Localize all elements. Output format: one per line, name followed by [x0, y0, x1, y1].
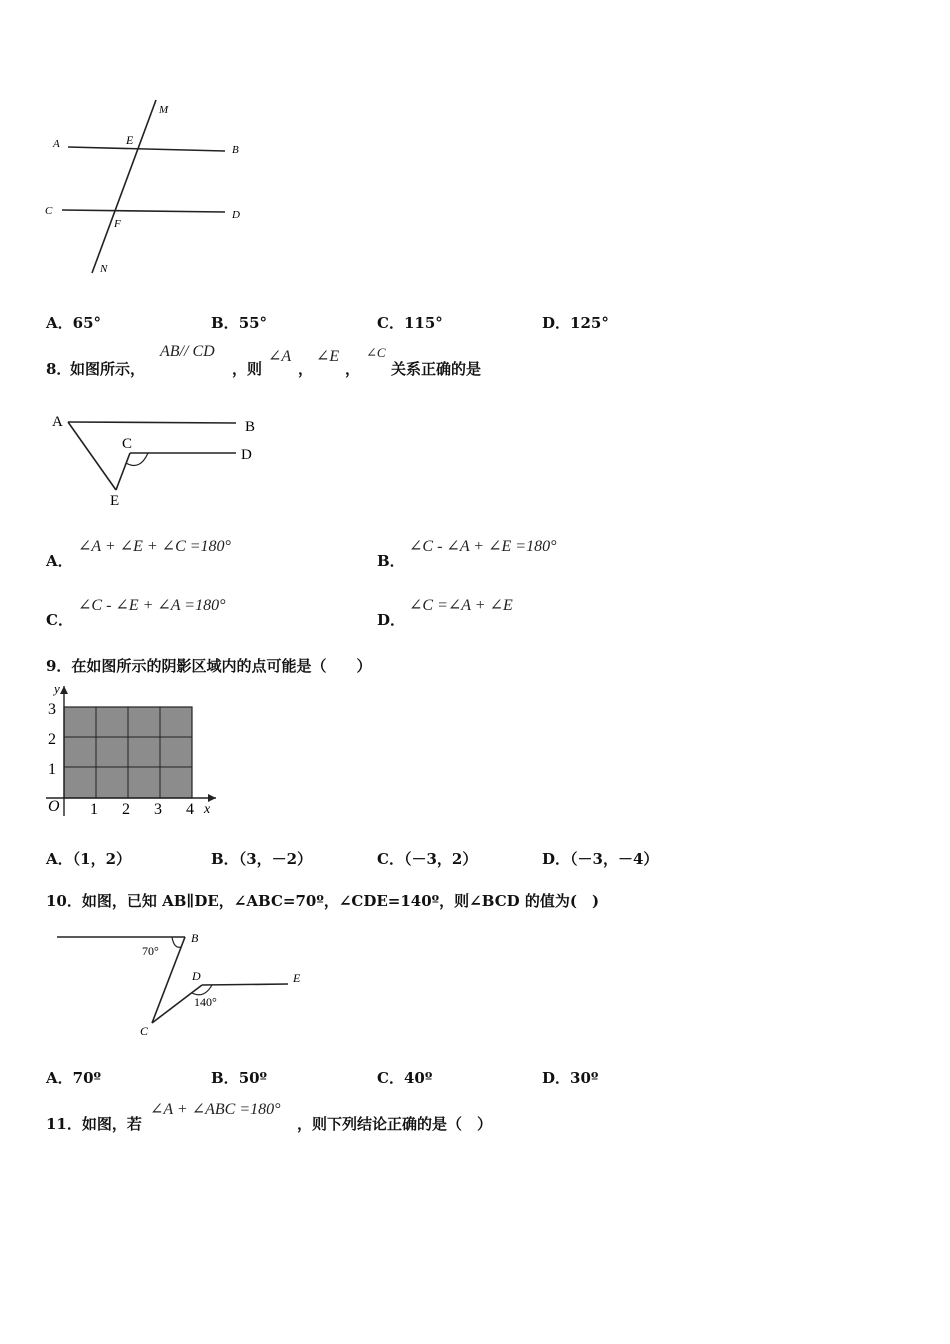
line-ae — [68, 422, 116, 490]
q8-sep2: ， — [345, 360, 361, 378]
q8-angle-c: ∠C — [366, 345, 386, 360]
option-label: D． — [542, 1069, 571, 1087]
y-axis-arrow — [60, 686, 68, 694]
option-label: C． — [377, 850, 404, 868]
label-e: E — [126, 133, 134, 147]
q10-option-a[interactable] — [46, 1067, 101, 1088]
option-text: （3，－2） — [238, 850, 313, 868]
y-axis-label: y — [54, 682, 60, 696]
q8-sep1: ， — [298, 360, 314, 378]
option-label: B． — [211, 850, 239, 868]
q7-figure — [40, 95, 250, 280]
option-label: B． — [211, 314, 239, 332]
label-b: B — [245, 419, 256, 435]
q8-angle-e: ∠E — [316, 348, 340, 365]
y-tick-2: 2 — [48, 731, 56, 748]
q10-option-b[interactable] — [211, 1067, 267, 1088]
q8-mid: ，则 — [232, 360, 263, 378]
option-label: C． — [377, 314, 404, 332]
q9-figure — [44, 682, 224, 822]
x-tick-2: 2 — [122, 801, 130, 818]
option-text: 115° — [403, 314, 443, 332]
q8-figure — [48, 405, 268, 510]
q7-option-d[interactable] — [542, 312, 609, 333]
option-label: A． — [46, 850, 73, 868]
angle-70-label: 70° — [142, 944, 159, 958]
q8-option-b-math: ∠C - ∠A + ∠E =180° — [409, 538, 557, 555]
x-tick-1: 1 — [90, 801, 98, 818]
q8-option-b-label[interactable]: B． — [377, 552, 405, 570]
x-axis-label: x — [204, 802, 211, 817]
option-text: 50º — [238, 1069, 268, 1087]
y-tick-1: 1 — [48, 761, 56, 778]
option-text: 65° — [72, 314, 102, 332]
line-cd — [62, 210, 225, 212]
q8-option-d-label[interactable]: D． — [377, 611, 406, 629]
q9-option-c[interactable] — [377, 848, 477, 869]
q10-option-d[interactable] — [542, 1067, 598, 1088]
label-n: N — [100, 263, 108, 275]
q8-number: 8． — [46, 360, 72, 378]
label-a: A — [52, 414, 63, 430]
option-text: （－3，－4） — [570, 850, 659, 868]
label-e: E — [110, 493, 120, 509]
line-mn — [92, 100, 156, 273]
x-tick-4: 4 — [186, 801, 194, 818]
q10-option-c[interactable] — [377, 1067, 432, 1088]
q8-option-c-label[interactable]: C． — [46, 611, 73, 629]
label-b: B — [191, 931, 199, 945]
q11-condition: ∠A + ∠ABC =180° — [150, 1101, 281, 1118]
label-f: F — [114, 218, 121, 230]
label-d: D — [232, 209, 240, 221]
q9-option-a[interactable] — [46, 848, 131, 869]
y-tick-3: 3 — [48, 701, 56, 718]
q8-suffix: 关系正确的是 — [391, 360, 482, 378]
q10-question: 10．如图，已知 AB∥DE，∠ABC=70º，∠CDE=140º，则∠BCD 的值为( ) — [46, 892, 600, 910]
q8-option-c-math: ∠C - ∠E + ∠A =180° — [78, 597, 226, 614]
line-de — [202, 984, 288, 985]
label-a: A — [53, 138, 60, 150]
q8-option-a-label[interactable]: A． — [46, 552, 73, 570]
label-b: B — [232, 144, 239, 156]
q8-condition: AB// CD — [160, 343, 215, 360]
label-e: E — [293, 971, 301, 985]
option-label: A． — [46, 314, 73, 332]
angle-140-label: 140° — [194, 995, 217, 1009]
option-text: 40º — [403, 1069, 433, 1087]
option-text: 70º — [72, 1069, 102, 1087]
q7-option-a[interactable] — [46, 312, 101, 333]
label-c: C — [140, 1024, 149, 1038]
label-d: D — [241, 447, 252, 463]
option-text: 30º — [570, 1069, 599, 1087]
option-label: C． — [377, 1069, 404, 1087]
line-ab — [68, 422, 236, 423]
option-label: D． — [542, 314, 571, 332]
q11-suffix: ，则下列结论正确的是（ ） — [297, 1115, 493, 1133]
label-c: C — [122, 436, 133, 452]
q8-angle-a: ∠A — [268, 348, 292, 365]
q8-option-a-math: ∠A + ∠E + ∠C =180° — [78, 538, 231, 555]
x-tick-3: 3 — [154, 801, 162, 818]
origin-label: O — [48, 798, 60, 815]
x-axis-arrow — [208, 794, 216, 802]
q7-option-c[interactable] — [377, 312, 443, 333]
option-label: B． — [211, 1069, 239, 1087]
q9-option-d[interactable] — [542, 848, 658, 869]
option-text: 55° — [238, 314, 268, 332]
option-text: （－3，2） — [403, 850, 478, 868]
option-label: D． — [542, 850, 571, 868]
option-label: A． — [46, 1069, 73, 1087]
q8-option-d-math: ∠C =∠A + ∠E — [409, 597, 513, 614]
option-text: （1，2） — [72, 850, 132, 868]
line-ab — [68, 147, 225, 151]
option-text: 125° — [570, 314, 609, 332]
label-d: D — [192, 969, 201, 983]
label-m: M — [159, 104, 169, 116]
q9-option-b[interactable] — [211, 848, 312, 869]
q11-prefix: 11．如图，若 — [46, 1115, 142, 1133]
q7-option-b[interactable] — [211, 312, 267, 333]
q8-prefix: 如图所示， — [70, 360, 146, 378]
q10-figure — [52, 925, 312, 1040]
q9-question: 9．在如图所示的阴影区域内的点可能是（ ） — [46, 657, 372, 675]
label-c: C — [45, 205, 53, 217]
line-ec — [116, 453, 130, 490]
angle-arc-b — [172, 937, 181, 947]
